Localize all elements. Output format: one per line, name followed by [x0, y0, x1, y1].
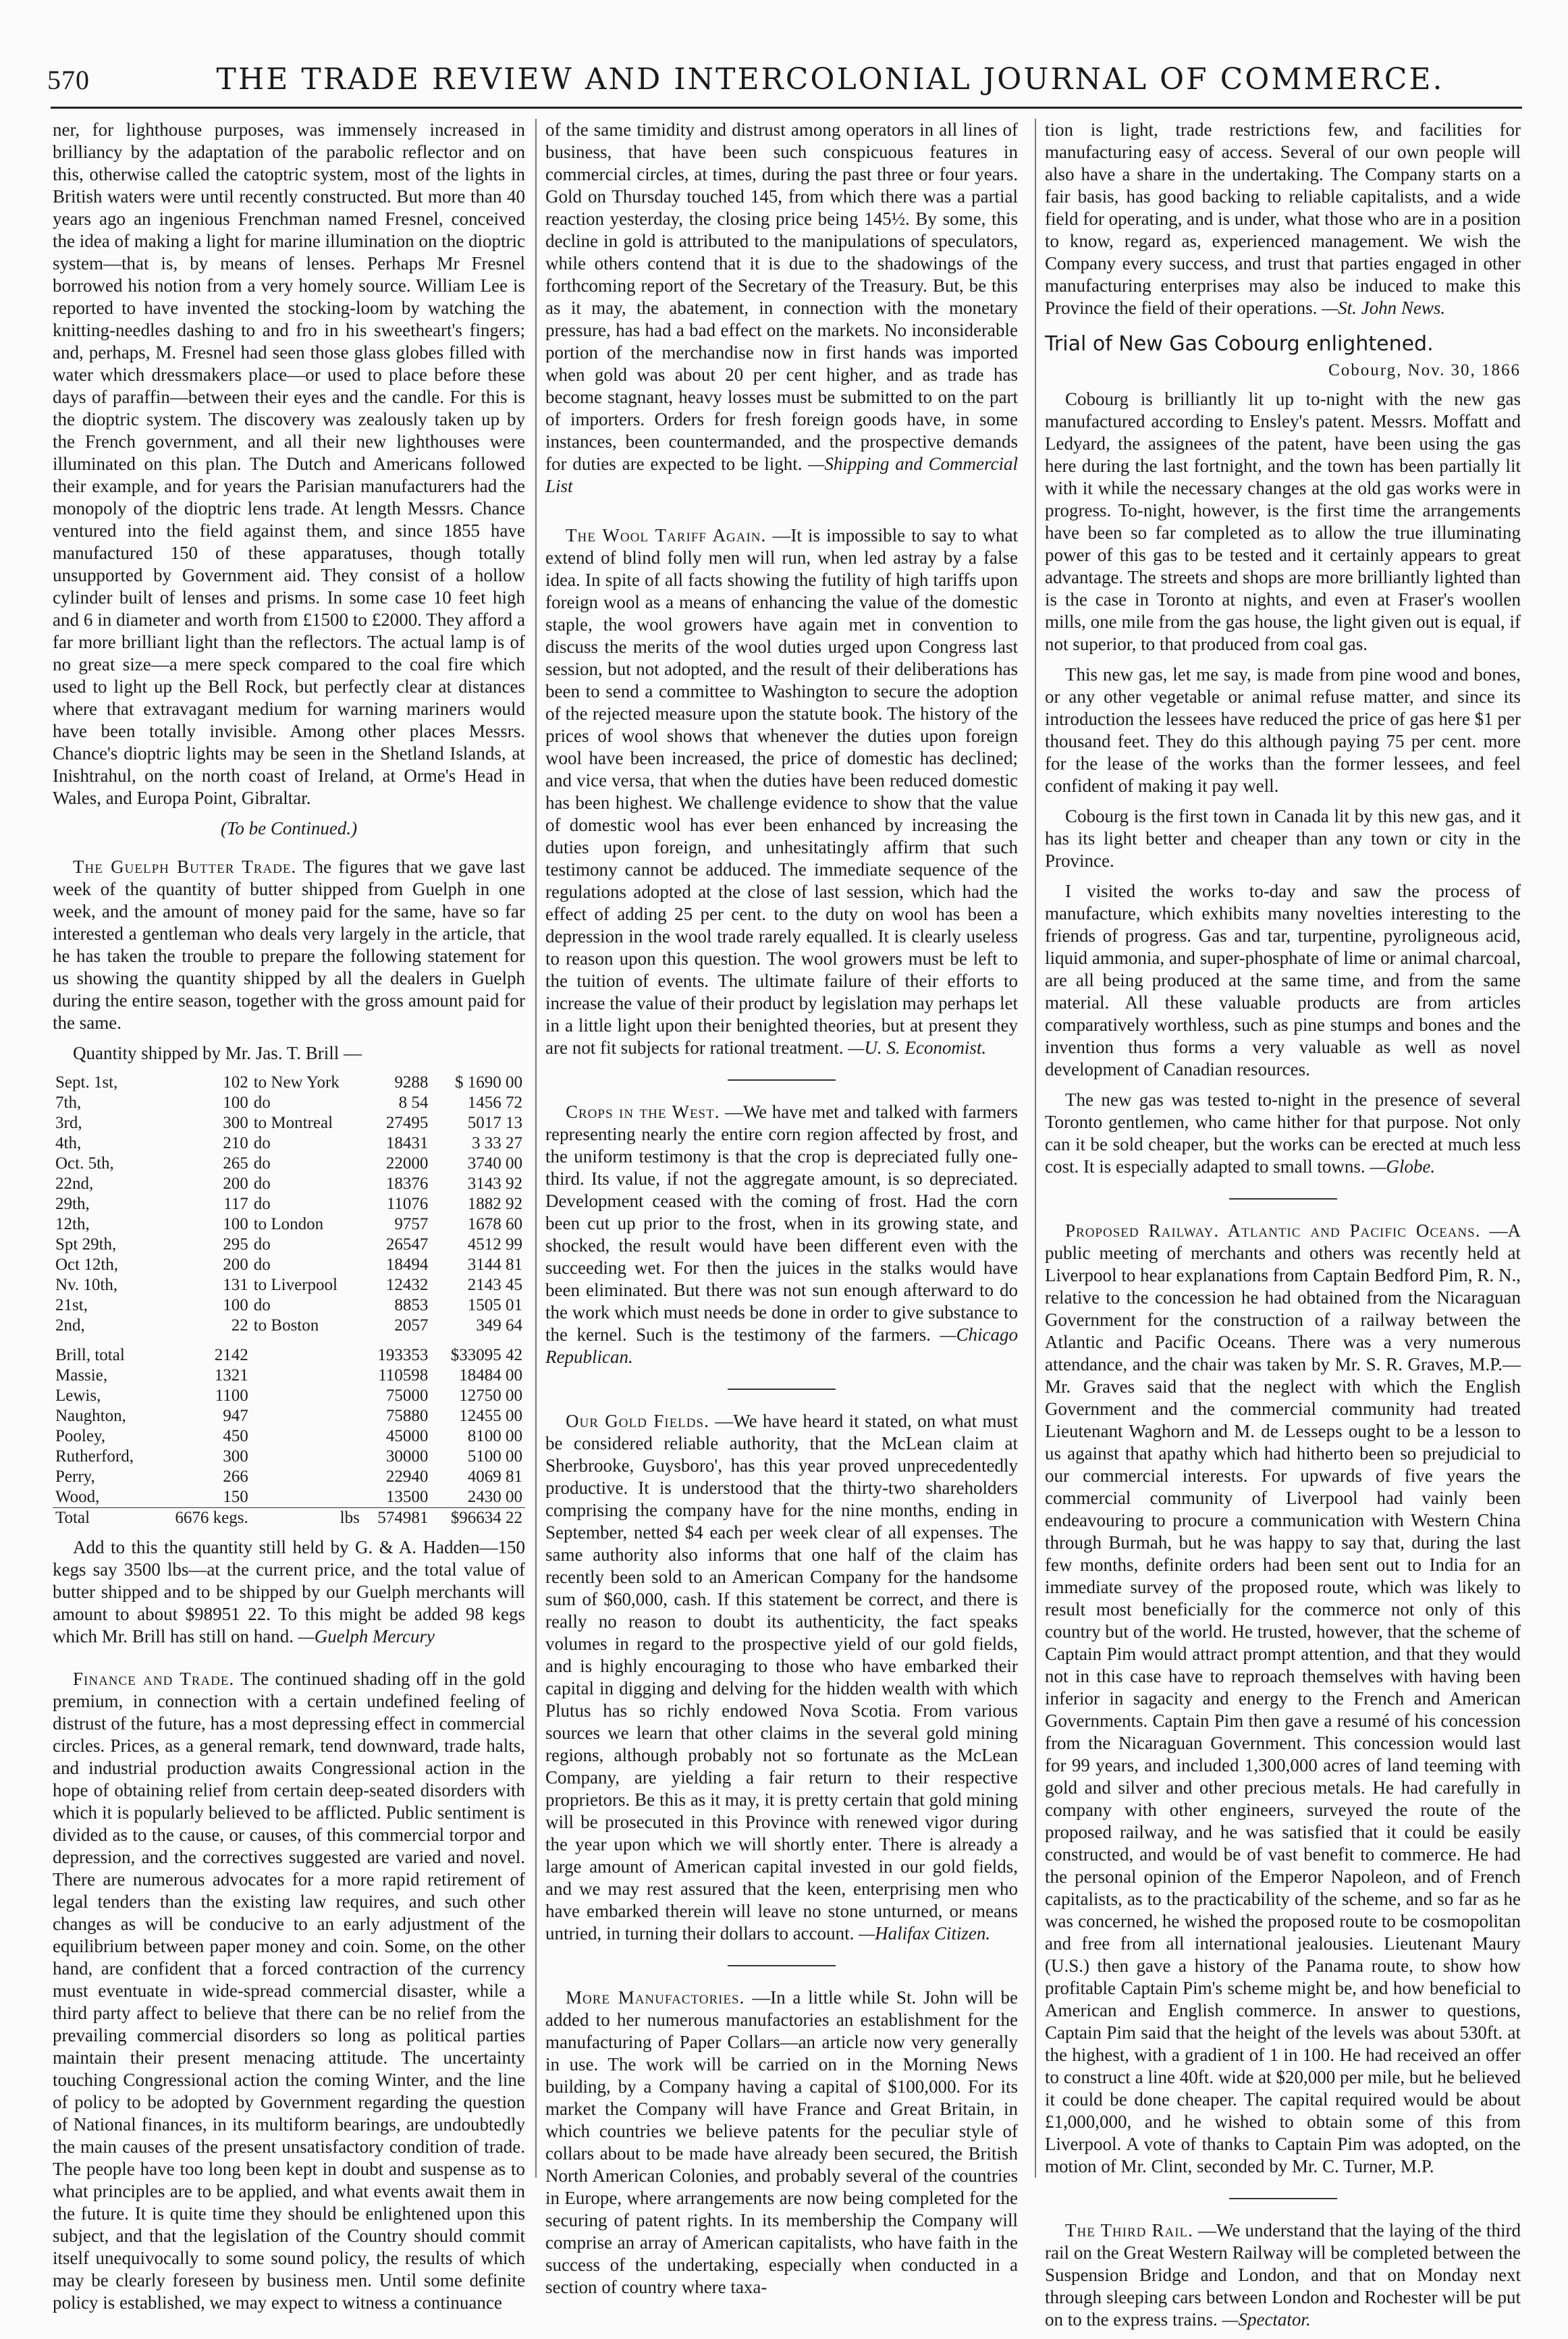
gold-heading: Our Gold Fields. [566, 1411, 709, 1431]
manuf-heading: More Manufactories. [566, 1987, 745, 2008]
article-divider [728, 1965, 836, 1966]
column-divider [1035, 119, 1036, 2178]
shipment-amount: 4512 99 [467, 1235, 522, 1254]
article-divider [1229, 2198, 1337, 2199]
shipment-date: 12th, [55, 1215, 90, 1233]
dealer-blank [251, 1426, 362, 1447]
total-lbs-label: lbs [251, 1508, 362, 1529]
finance-article [53, 1668, 525, 2314]
dealer-lbs: 30000 [385, 1447, 429, 1466]
manufactories-continued [1045, 119, 1521, 319]
shipment-row [53, 1093, 525, 1113]
dealer-name: Perry, [55, 1468, 95, 1486]
shipment-kegs: 300 [223, 1114, 248, 1132]
guelph-after-text [53, 1536, 525, 1648]
crops-body: —We have met and talked with farmers representing nearly the entire corn region affected by frost, and the uniform testimony is that the crop is depreciated fully one-third. Its value, if not the aggregate amount, is so depreciated. Development ceased with the coming of frost. Had the corn been cut up prior to the frost, when in its growing state, and shocked, the result would have been different even with the succeeding wet. For then the juices in the stalks would have been eliminated. But there was not sun enough afterward to do the work which must needs be done in order to give substance to the kernel. Such is the testimony of the farmers. [545, 1102, 1019, 1345]
gas-paragraph-4: I visited the works to-day and saw the process of manufacture, which exhibits many novelties interesting to the friends of progress. Gas and tar, turpentine, pyroligneous acid, liquid ammonia, and super-phosphate of lime or animal charcoal, are all being produced at the same time, and from the same material. All these valuable products are from articles comparatively worthless, such as pine stumps and bones and the invention thus forms a very valuable as well as novel development of Canadian resources. [1045, 881, 1521, 1079]
shipment-dest: do [253, 1235, 271, 1254]
dealer-name: Brill, total [55, 1346, 125, 1364]
page-header [47, 62, 1519, 100]
dealer-row [53, 1386, 525, 1406]
shipment-amount: 5017 13 [467, 1114, 522, 1132]
third-rail-article [1045, 2220, 1521, 2331]
dealer-amount: 4069 81 [467, 1468, 522, 1486]
dealer-name: Massie, [55, 1366, 108, 1384]
table-spacer [53, 1336, 525, 1345]
article-divider [728, 1079, 836, 1081]
shipment-lbs: 18431 [385, 1134, 429, 1152]
shipment-dest: do [253, 1256, 271, 1274]
article-divider [728, 1389, 836, 1390]
shipment-amount: 3144 81 [467, 1256, 522, 1274]
header-rule [51, 107, 1522, 109]
dealer-kegs: 266 [223, 1468, 248, 1486]
gold-article [545, 1410, 1018, 1945]
manufactories-article [545, 1987, 1018, 2298]
dealer-blank [251, 1386, 362, 1406]
dealer-blank [251, 1447, 362, 1467]
shipment-row [53, 1073, 525, 1093]
manuf-source: —St. John News. [1322, 298, 1446, 318]
dealer-kegs: 1100 [215, 1387, 248, 1405]
shipment-lbs: 26547 [385, 1235, 429, 1254]
shipment-kegs: 265 [223, 1154, 248, 1173]
journal-title: THE TRADE REVIEW AND INTERCOLONIAL JOURNAL OF COMMERCE. [216, 62, 1444, 97]
crops-source: —Chicago Republican. [545, 1324, 1019, 1367]
railway-article [1045, 1220, 1521, 2178]
shipment-lbs: 2057 [394, 1316, 429, 1335]
shipment-row [53, 1174, 525, 1194]
gold-source: —Halifax Citizen. [859, 1923, 991, 1943]
column-divider [535, 119, 537, 2178]
dealer-blank [251, 1345, 362, 1366]
butter-shipments-table [53, 1073, 525, 1528]
guelph-heading: The Guelph Butter Trade. [73, 857, 297, 877]
shipment-dest: do [253, 1195, 271, 1213]
dealer-lbs: 13500 [385, 1488, 429, 1506]
shipment-dest: to Boston [253, 1316, 319, 1335]
total-amount: $96634 22 [431, 1508, 525, 1529]
wool-source: —U. S. Economist. [848, 1038, 987, 1058]
column-2 [545, 119, 1018, 2307]
third-rail-body: —We understand that the laying of the third rail on the Great Western Railway will be completed between the Suspension Bridge and London, and that on Monday next through sleeping cars between London and Rochester will be put on to the express trains. [1045, 2220, 1521, 2330]
shipment-date: Oct. 5th, [55, 1154, 114, 1173]
dealer-name: Naughton, [55, 1407, 126, 1425]
dealer-row [53, 1366, 525, 1386]
shipment-row [53, 1133, 525, 1154]
shipment-kegs: 100 [223, 1296, 248, 1314]
shipment-date: Sept. 1st, [55, 1073, 118, 1092]
manuf-body: —In a little while St. John will be added to her numerous manufactories an establishment for the manufacturing of Paper Collars—an article now very generally in use. The work will be carried on in the Morning News building, by a Company having a capital of $100,000. For its market the Company will have France and Great Britain, in which countries we believe patents for the peculiar style of collars about to be made have already been secured, the British North American Colonies, and probably several of the countries in Europe, where arrangements are now being completed for the securing of patent rights. In its membership the Company will comprise an array of American capitalists, who have faith in the success of the undertaking, especially when conducted in a section of country where taxa- [545, 1987, 1019, 2297]
dealer-amount: 12455 00 [459, 1407, 522, 1425]
dealer-amount: $33095 42 [450, 1346, 522, 1364]
railway-body: —A public meeting of merchants and others was recently held at Liverpool to hear explanations from Captain Bedford Pim, R. N., relative to the concession he had obtained from the Nicaraguan Government for the construction of a railway between the Atlantic and Pacific Oceans. There was a very numerous attendance, and the chair was taken by Mr. S. R. Graves, M.P.—Mr. Graves said that the neglect with which the English Government and the commercial community had treated Lieutenant Waghorn and M. de Lesseps ought to be a lesson to us against that apathy which had hitherto been so prejudicial to our commercial interests. For upwards of five years the commercial community of Liverpool had vainly been endeavouring to procure a communication with Western China through Burmah, but he was happy to say that, during the last few months, definite orders had been sent out to India for an immediate survey of the proposed route, which was likely to result most beneficially for the commerce not only of this country but of the world. He trusted, however, that the scheme of Captain Pim would attract prompt attention, and that they would not in this case have to reproach themselves with having been inferior in sagacity and energy to the French and American Governments. Captain Pim then gave a resumé of his concession from the Nicaraguan Government. This concession would last for 99 years, and included 1,300,000 acres of land teeming with gold and silver and other precious metals. He had carefully in company with other engineers, surveyed the route of the proposed railway, and he was satisfied that it could be easily constructed, and would be of vast benefit to commerce. He had the personal opinion of the Emperor Napoleon, and of French capitalists, as to the practicability of the scheme, and so far as he was concerned, he wished the proposed route to be cosmopolitan and free from all international jealousies. Lieutenant Maury (U.S.) then gave a history of the Panama route, to show how profitable Captain Pim's scheme might be, and how beneficial to American and English commerce. In answer to questions, Captain Pim said that the height of the levels was about 530ft. at the highest, with a gradient of 1 in 100. He had received an offer to construct a line 40ft. wide at $20,000 per mile, but he believed it could be done cheaper. The capital required would be about £1,000,000, and he wished to obtain some of this from Liverpool. A vote of thanks to Captain Pim was adopted, on the motion of Mr. Clint, seconded by Mr. C. Turner, M.P. [1045, 1220, 1521, 2176]
article-divider [1229, 1198, 1337, 1200]
crops-heading: Crops in the West. [566, 1102, 720, 1122]
shipment-lbs: 18376 [385, 1175, 429, 1193]
shipment-kegs: 210 [223, 1134, 248, 1152]
dealer-lbs: 22940 [385, 1468, 429, 1486]
finance-cont-text: of the same timidity and distrust among operators in all lines of business, that have been such conspicuous features in commercial circles, at times, during the past three or four years. Gold on Thursday touched 145, from which there was a partial reaction yesterday, the closing price being 145½. By some, this decline in gold is attributed to the manipulations of speculators, while others contend that it is due to the shadowings of the forthcoming report of the Secretary of the Treasury. But, be this as it may, the abatement, in connection with the monetary pressure, has had a bad effect on the markets. No inconsiderable portion of the merchandise now in first hands was imported when gold was about 20 per cent higher, and as trade has become stagnant, heavy losses must be submitted to on the part of importers. Orders for fresh foreign goods have, in some instances, been countermanded, and the prospective demands for duties are expected to be light. [545, 119, 1018, 474]
shipment-date: 4th, [55, 1134, 82, 1152]
shipment-kegs: 295 [223, 1235, 248, 1254]
dealer-blank [251, 1487, 362, 1508]
shipment-lbs: 22000 [385, 1154, 429, 1173]
shipment-amount: $ 1690 00 [455, 1073, 522, 1092]
shipment-lbs: 18494 [385, 1256, 429, 1274]
column-1 [53, 119, 525, 2322]
dealer-amount: 8100 00 [467, 1427, 522, 1445]
dealer-row [53, 1406, 525, 1426]
dealer-lbs: 75000 [385, 1387, 429, 1405]
shipment-row [53, 1194, 525, 1214]
shipment-amount: 3143 92 [467, 1175, 522, 1193]
shipment-dest: to London [253, 1215, 324, 1233]
gas-paragraph-1: Cobourg is brilliantly lit up to-night with the new gas manufactured according to Ensley's patent. Messrs. Moffatt and Ledyard, the assignees of the patent, have been using the gas here during the last fortnight, and the town has been partially lit with it while the necessary changes at the old gas works were in progress. To-night, however, is the first time the arrangements have been so far completed as to allow the true illuminating power of this gas to be tested and it certainly appears to great advantage. The streets and shops are more brilliantly lighted than is the case in Toronto at nights, and even at Fraser's woollen mills, one mile from the gas house, the light given out is equal, if not superior, to that produced from coal gas. [1045, 389, 1521, 654]
dealer-kegs: 947 [223, 1407, 248, 1425]
total-row [53, 1508, 525, 1529]
shipment-row [53, 1316, 525, 1336]
shipment-dest: do [253, 1094, 271, 1112]
shipment-amount: 1678 60 [467, 1215, 522, 1233]
shipment-kegs: 200 [223, 1175, 248, 1193]
crops-article [545, 1101, 1018, 1368]
shipment-dest: do [253, 1154, 271, 1173]
shipment-date: 22nd, [55, 1175, 94, 1193]
gas-heading: Trial of New Gas Cobourg enlightened. [1045, 332, 1434, 356]
shipment-date: 2nd, [55, 1316, 85, 1335]
shipment-lbs: 11076 [386, 1195, 429, 1213]
shipment-date: 7th, [55, 1094, 82, 1112]
shipment-date: Nv. 10th, [55, 1276, 118, 1294]
shipment-kegs: 100 [223, 1215, 248, 1233]
shipment-amount: 3740 00 [467, 1154, 522, 1173]
dealer-amount: 18484 00 [459, 1366, 522, 1384]
column-3 [1045, 119, 1521, 2339]
dealer-row [53, 1447, 525, 1467]
dealer-name: Wood, [55, 1488, 100, 1506]
finance-heading: Finance and Trade. [73, 1669, 235, 1689]
dealer-row [53, 1345, 525, 1366]
shipment-row [53, 1235, 525, 1255]
dealer-name: Rutherford, [55, 1447, 134, 1466]
shipment-row [53, 1255, 525, 1275]
dealer-blank [251, 1467, 362, 1487]
dealer-lbs: 110598 [378, 1366, 429, 1384]
shipment-kegs: 100 [223, 1094, 248, 1112]
gas-paragraph-3: Cobourg is the first town in Canada lit by this new gas, and it has its light better and cheaper than any town or city in the Province. [1045, 806, 1521, 871]
shipment-date: Spt 29th, [55, 1235, 117, 1254]
third-rail-source: —Spectator. [1222, 2309, 1311, 2330]
wool-article [545, 525, 1018, 1059]
shipment-dest: do [253, 1134, 271, 1152]
shipment-kegs: 131 [223, 1276, 248, 1294]
gas-paragraph-2: This new gas, let me say, is made from pine wood and bones, or any other vegetable or animal refuse matter, and since its introduction the lessees have reduced the price of gas here $1 per thousand feet. They do this although paying 75 per cent. more for the lease of the works than the former lessees, and feel confident of making it pay well. [1045, 664, 1521, 796]
shipment-dest: do [253, 1296, 271, 1314]
dealer-amount: 5100 00 [467, 1447, 522, 1466]
finance-body: The continued shading off in the gold premium, in connection with a certain undefined feeling of distrust of the future, has a most depressing effect in commercial circles. Prices, as a general remark, tend downward, trade halts, and industrial production awaits Congressional action in the hope of obtaining relief from certain deep-seated disorders with which it is popularly believed to be afflicted. Public sentiment is divided as to the cause, or causes, of this commercial torpor and depression, and the correctives suggested are varied and novel. There are numerous advocates for a more rapid retirement of legal tenders than the existing law requires, and such other changes as will be conducive to an early adjustment of the equilibrium between paper money and coin. Some, on the other hand, are confident that a forced contraction of the currency must eventuate in wide-spread commercial disaster, while a third party affect to believe that there can be no relief from the prevailing commercial disorders so long as political parties maintain their present menacing attitude. The uncertainty touching Congressional action the coming Winter, and the line of policy to be adopted by Government regarding the question of National finances, in its multiform bearings, are undoubtedly the main causes of the present unsatisfactory condition of trade. The people have too long been kept in doubt and suspense as to what principles are to be applied, and what events await them in the future. It is quite time they should be enlightened upon this subject, and that the legislation of the Country should commit itself unequivocally to some sound policy, the results of which may be clearly foreseen by business men. Until some definite policy is established, we may expect to witness a continuance [53, 1669, 525, 2313]
third-rail-heading: The Third Rail. [1065, 2220, 1193, 2240]
shipment-date: 29th, [55, 1195, 90, 1213]
shipment-lbs: 8 54 [398, 1094, 429, 1112]
shipment-dest: to Montreal [253, 1114, 333, 1132]
shipment-row [53, 1113, 525, 1133]
shipment-kegs: 200 [223, 1256, 248, 1274]
total-kegs: 6676 kegs. [155, 1508, 251, 1529]
to-be-continued: (To be Continued.) [220, 818, 358, 838]
table-caption: Quantity shipped by Mr. Jas. T. Brill — [73, 1043, 362, 1063]
gold-body: —We have heard it stated, on what must be considered reliable authority, that the McLean claim at Sherbrooke, Guysboro', has this year proved unprecedentedly productive. It is understood that the thirty-two shareholders comprising the company have for the nine months, ending in September, netted $4 each per week clear of all expenses. The same authority also informs that one half of the claim has recently been sold to an American Company for the handsome sum of $60,000, cash. If this statement be correct, and there is really no reason to doubt its authenticity, the fact speaks volumes in regard to the prospective yield of our gold fields, and is highly encouraging to those who have embarked their capital in digging and delving for the hidden wealth with which Plutus has so richly endowed Nova Scotia. From various sources we learn that other claims in the several gold mining regions, although probably not so fortunate as the McLean Company, are yielding a fair return to their respective proprietors. Be this as it may, it is pretty certain that gold mining will be prosecuted in this Province with renewed vigor during the year upon which we will shortly enter. There is already a large amount of American capital invested in our gold fields, and we may rest assured that the keen, enterprising men who have embarked therein will leave no stone unturned, or means untried, in turning their dollars to account. [545, 1411, 1018, 1943]
shipment-amount: 1456 72 [467, 1094, 522, 1112]
dealer-row [53, 1487, 525, 1508]
shipment-dest: do [253, 1175, 271, 1193]
shipment-row [53, 1295, 525, 1316]
guelph-source: —Guelph Mercury [298, 1626, 435, 1646]
shipment-row [53, 1214, 525, 1235]
shipment-kegs: 117 [223, 1195, 248, 1213]
shipment-amount: 349 64 [476, 1316, 522, 1335]
dealer-kegs: 2142 [214, 1346, 248, 1364]
railway-heading: Proposed Railway. Atlantic and Pacific Oceans. [1065, 1220, 1481, 1241]
shipment-amount: 2143 45 [467, 1276, 522, 1294]
shipment-kegs: 102 [223, 1073, 248, 1092]
manuf-cont-text: tion is light, trade restrictions few, and facilities for manufacturing easy of access. Several of our own people will also have a share in the undertaking. The Company starts on a fair basis, has good backing to reliable capitalists, and a wide field for operating, and is under, what those who are in a position to know, regard as, experienced management. We wish the Company every success, and trust that parties engaged in other manufacturing enterprises may also be induced to make this Province the field of their operations. [1045, 119, 1521, 318]
page-number: 570 [47, 65, 90, 95]
total-lbs: 574981 [362, 1508, 431, 1529]
dealer-blank [251, 1366, 362, 1386]
gas-dateline: Cobourg, Nov. 30, 1866 [1328, 361, 1521, 379]
wool-heading: The Wool Tariff Again. [566, 525, 767, 545]
dealer-kegs: 150 [223, 1488, 248, 1506]
gas-paragraph-5: The new gas was tested to-night in the presence of several Toronto gentlemen, who came hither for that purpose. Not only can it be sold cheaper, but the works can be erected at much less cost. It is especially adapted to small towns. [1045, 1090, 1521, 1177]
shipment-kegs: 22 [231, 1316, 248, 1335]
dealer-name: Lewis, [55, 1387, 101, 1405]
finance-source: —Shipping and Commercial List [545, 454, 1018, 496]
dealer-kegs: 1321 [214, 1366, 248, 1384]
dealer-row [53, 1467, 525, 1487]
dealer-lbs: 75880 [385, 1407, 429, 1425]
dealer-kegs: 450 [223, 1427, 248, 1445]
shipment-date: 21st, [55, 1296, 88, 1314]
shipment-dest: to New York [253, 1073, 340, 1092]
shipment-lbs: 9288 [394, 1073, 429, 1092]
dealer-kegs: 300 [223, 1447, 248, 1466]
shipment-dest: to Liverpool [253, 1276, 337, 1294]
dealer-lbs: 45000 [385, 1427, 429, 1445]
dealer-lbs: 193353 [377, 1346, 429, 1364]
guelph-intro: The figures that we gave last week of the quantity of butter shipped from Guelph in one week, and the amount of money paid for the same, have so far interested a gentleman who deals very largely in the article, that he has taken the trouble to prepare the following statement for us showing the quantity shipped by all the dealers in Guelph during the entire season, together with the gross amount paid for the same. [53, 857, 525, 1033]
dealer-blank [251, 1406, 362, 1426]
total-label: Total [53, 1508, 155, 1529]
shipment-lbs: 27495 [385, 1114, 429, 1132]
dealer-amount: 2430 00 [467, 1488, 522, 1506]
gas-paragraph-5-wrap [1045, 1089, 1521, 1178]
shipment-amount: 1505 01 [467, 1296, 522, 1314]
shipment-lbs: 12432 [385, 1276, 429, 1294]
shipment-lbs: 8853 [394, 1296, 429, 1314]
dealer-row [53, 1426, 525, 1447]
guelph-butter-article [53, 856, 525, 1034]
finance-continued [545, 119, 1018, 498]
shipment-row [53, 1275, 525, 1295]
gas-source: —Globe. [1370, 1156, 1436, 1177]
shipment-row [53, 1154, 525, 1174]
wool-body: —It is impossible to say to what extend of blind folly men will run, when led astray by a false idea. In spite of all facts showing the futility of high tariffs upon foreign wool as a means of enhancing the value of the domestic staple, the wool growers have again met in convention to discuss the merits of the wool duties urged upon Congress last session, but not adopted, and the result of their deliberations has been to send a committee to Washington to secure the adoption of the rejected measure upon the statute book. The history of the prices of wool shows that whenever the duties upon foreign wool have been increased, the price of domestic has declined; and vice versa, that when the duties have been reduced domestic has been highest. We challenge evidence to show that the value of domestic wool has ever been enhanced by increasing the duties upon foreign, and unhesitatingly affirm that such testimony cannot be adduced. The immediate sequence of the regulations adopted at the close of last session, which had the effect of adding 25 per cent. to the duty on wool has been a depression in the wool trade rarely equalled. It is clearly useless to reason upon this question. The wool growers must be left to the tuition of events. The ultimate failure of their efforts to increase the value of their product by legislation may perhaps let in a little light upon their benighted theories, but at present they are not fit subjects for rational treatment. [545, 525, 1019, 1058]
shipment-date: Oct 12th, [55, 1256, 119, 1274]
shipment-date: 3rd, [55, 1114, 82, 1132]
lighthouse-article-text: ner, for lighthouse purposes, was immensely increased in brilliancy by the adaptation of the parabolic reflector and on this, otherwise called the catoptric system, most of the lights in British waters were until recently constructed. But more than 40 years ago an ingenious Frenchman named Fresnel, conceived the idea of making a light for marine illumination on the dioptric system—that is, by means of lenses. Perhaps Mr Fresnel borrowed his notion from a very homely source. William Lee is reported to have invented the stocking-loom by watching the knitting-needles dashing to and fro in his sweetheart's fingers; and, perhaps, M. Fresnel had seen those glass globes filled with water which dressmakers place—or used to place before these days of paraffin—between their eyes and the candle. For this is the dioptric system. The discovery was zealously taken up by the French government, and all their new lighthouses were illuminated on this plan. The Dutch and Americans followed their example, and for years the Parisian manufacturers had the monopoly of the dioptric lens trade. At length Messrs. Chance ventured into the field against them, and since 1855 have manufactured 150 of these apparatuses, though totally unsupported by Government aid. They consist of a hollow cylinder built of lenses and prisms. In some case 10 feet high and 6 in diameter and worth from £1500 to £2000. They afford a far more brilliant light than the reflectors. The actual lamp is of no great size—a mere speck compared to the coal fire which used to light up the Bell Rock, but perfectly clear at distances where that extravagant medium for warning mariners would have been totally invisible. Among other places Messrs. Chance's dioptric lights may be seen in the Shetland Islands, at Inishtrahul, on the north coast of Ireland, at Orme's Head in Wales, and Europa Point, Gibraltar. [53, 119, 525, 808]
shipment-amount: 3 33 27 [472, 1134, 522, 1152]
shipment-lbs: 9757 [394, 1215, 429, 1233]
guelph-after: Add to this the quantity still held by G. & A. Hadden—150 kegs say 3500 lbs—at the current price, and the total value of butter shipped and to be shipped by our Guelph merchants will amount to about $98951 22. To this might be added 98 kegs which Mr. Brill has still on hand. [53, 1537, 525, 1646]
dealer-amount: 12750 00 [459, 1387, 522, 1405]
shipment-amount: 1882 92 [467, 1195, 522, 1213]
dealer-name: Pooley, [55, 1427, 106, 1445]
